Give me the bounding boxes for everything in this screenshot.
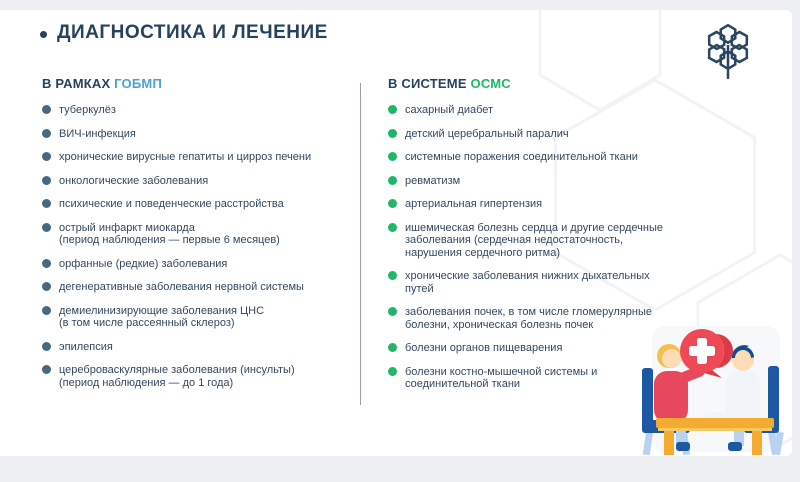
list-item [42,151,358,164]
list-item [388,366,680,391]
list-item [42,341,358,354]
bullet-dot-icon [42,129,51,138]
doctor-consultation-illustration [640,324,796,455]
bullet-dot-icon [42,223,51,232]
list-item [388,270,680,295]
heading-accent-gobmp: ГОБМП [114,76,162,91]
list-item [388,198,680,211]
hex-flower-logo-icon [696,12,760,82]
gobmp-column [42,76,358,400]
list-item-note: (период наблюдения — до 1 года) [59,376,234,389]
bullet-dot-icon [42,152,51,161]
list-item [388,104,680,117]
bullet-dot-icon [388,199,397,208]
list-item-text: ишемическая болезнь сердца и другие сердечные заболевания (сердечная недостаточность, нарушения сердечного ритма) [405,221,664,259]
list-item [42,258,358,271]
bullet-dot-icon [388,105,397,114]
list-item-text: болезни органов пищеварения [405,342,563,354]
bullet-dot-icon [388,129,397,138]
heading-accent-osms: ОСМС [470,76,511,91]
list-item-text: артериальная гипертензия [405,198,543,210]
heading-prefix: В РАМКАХ [42,76,111,91]
bullet-dot-icon [42,365,51,374]
list-item-text: системные поражения соединительной ткани [405,151,638,163]
bullet-dot-icon [388,343,397,352]
list-item-text: сахарный диабет [405,104,494,116]
bullet-dot-icon [388,307,397,316]
list-item [388,342,680,355]
list-item-text: хронические заболевания нижних дыхательных путей [405,270,650,295]
list-item [388,151,680,164]
list-item-text: демиелинизирующие заболевания ЦНС (в том числе рассеянный склероз) [59,304,265,329]
list-item-note: (в том числе рассеянный склероз) [59,317,235,329]
list-item [388,175,680,188]
osms-column-heading [388,76,680,91]
list-item [388,128,680,141]
bullet-dot-icon [388,367,397,376]
list-item-text: орфанные (редкие) заболевания [59,257,228,270]
bullet-dot-icon [42,199,51,208]
list-item [42,198,358,211]
column-divider [360,83,361,405]
list-item [42,128,358,141]
title-bullet-dot [40,31,47,38]
list-item [42,222,358,247]
bullet-dot-icon [388,223,397,232]
title-row [40,22,328,44]
list-item-note: (период наблюдения — первые 6 месяцев) [59,234,280,246]
list-item-text: эпилепсия [59,340,113,353]
bullet-dot-icon [42,105,51,114]
list-item-text: острый инфаркт миокарда (период наблюдения — первые 6 месяцев) [59,221,280,246]
list-item [42,175,358,188]
bullet-dot-icon [42,306,51,315]
list-item-text: онкологические заболевания [59,174,209,187]
list-item [388,306,680,331]
bullet-dot-icon [42,259,51,268]
bullet-dot-icon [42,282,51,291]
osms-list [388,104,680,391]
bullet-dot-icon [388,271,397,280]
list-item-text: заболевания почек, в том числе гломерулярные болезни, хроническая болезнь почек [405,306,653,331]
list-item-text: ревматизм [405,174,461,187]
list-item-text: цереброваскулярные заболевания (инсульты) (период наблюдения — до 1 года) [59,364,295,389]
list-item [388,222,680,260]
list-item-text: детский церебральный паралич [405,127,569,140]
list-item-text: дегенеративные заболевания нервной системы [59,281,304,293]
page-title: ДИАГНОСТИКА И ЛЕЧЕНИЕ [57,22,328,43]
list-item [42,305,358,330]
list-item [42,364,358,389]
bullet-dot-icon [388,176,397,185]
list-item-text: болезни костно-мышечной системы и соединительной ткани [405,365,598,390]
bullet-dot-icon [42,176,51,185]
gobmp-column-heading [42,76,358,91]
list-item-text: туберкулёз [59,104,116,116]
osms-column [388,76,680,402]
gobmp-list [42,104,358,389]
list-item-text: ВИЧ-инфекция [59,127,136,140]
list-item-text: хронические вирусные гепатиты и цирроз печени [59,151,312,163]
list-item-text: психические и поведенческие расстройства [59,198,284,210]
bullet-dot-icon [42,342,51,351]
list-item [42,281,358,294]
heading-prefix: В СИСТЕМЕ [388,76,467,91]
list-item [42,104,358,117]
bullet-dot-icon [388,152,397,161]
